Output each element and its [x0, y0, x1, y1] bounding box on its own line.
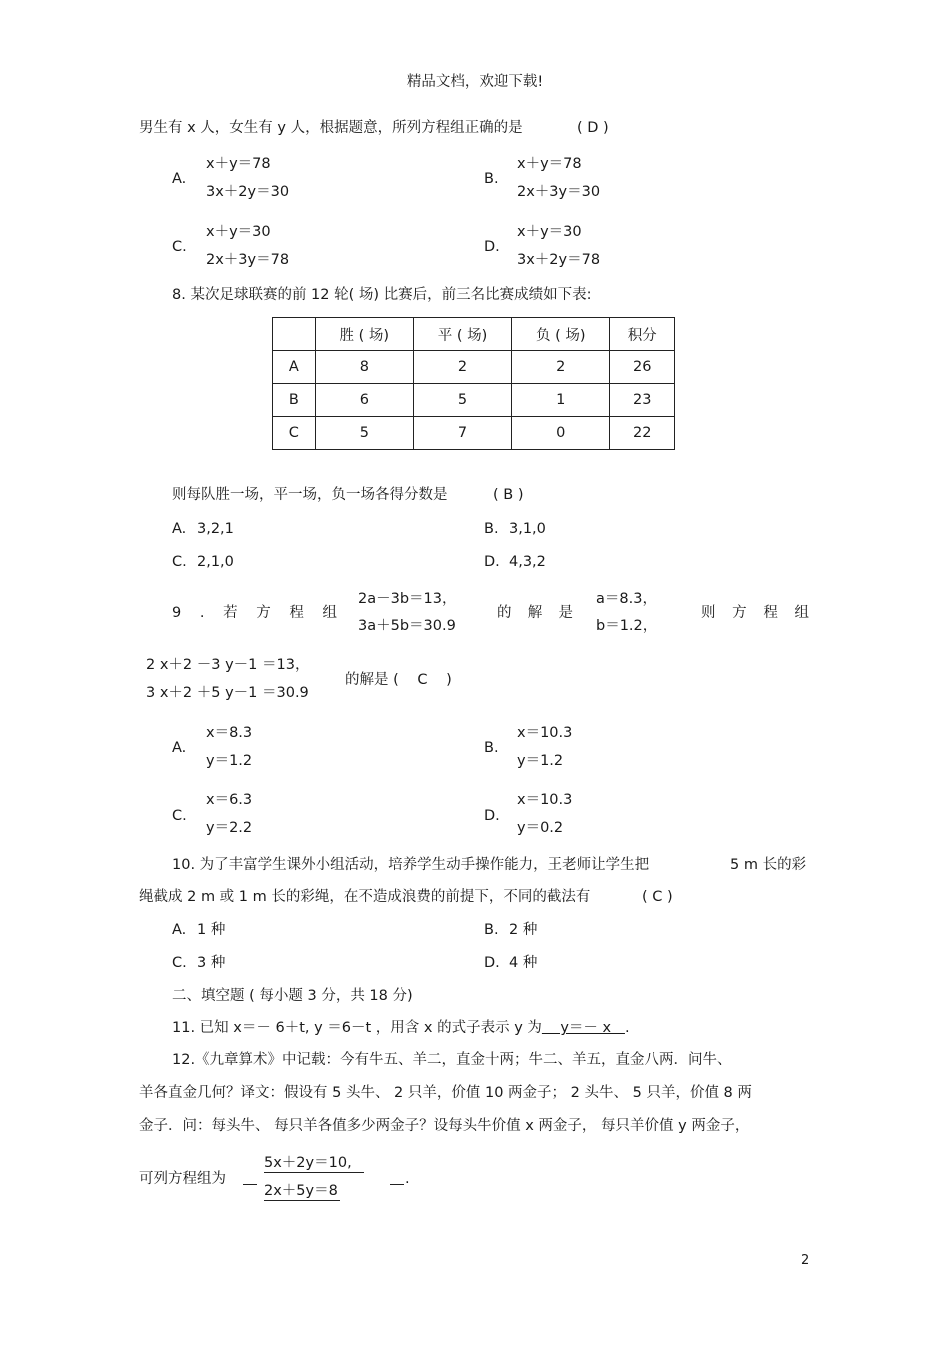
- q7-option-c-line2: 2x＋3y＝78: [206, 252, 290, 268]
- q10-option-b-label: B.: [484, 922, 499, 938]
- q9-stem-middle: [497, 603, 573, 623]
- page-number: 2: [801, 1253, 810, 1268]
- q10-option-c-label: C.: [172, 955, 187, 971]
- q9-number: 9: [172, 605, 182, 621]
- q9-word-zu2: 组: [794, 605, 809, 621]
- table-header-row: [273, 318, 675, 351]
- q7-option-b-label: B.: [484, 171, 499, 187]
- q12-line2: 羊各直金几何？译文：假设有 5 头牛、 2 只羊，价值 10 两金子； 2 头牛、 5 只羊，价值 8 两: [139, 1085, 752, 1101]
- q9-word-de: 的: [497, 605, 512, 621]
- q9-system1-line1: 2a－3b＝13，: [358, 591, 457, 607]
- q9-option-d-line1: x＝10.3: [517, 792, 573, 808]
- table-cell: 1: [512, 384, 610, 417]
- q10-option-a-label: A.: [172, 922, 187, 938]
- table-cell: 8: [315, 351, 413, 384]
- q12-line3: 金子．问：每头牛、 每只羊各值多少两金子？设每头牛价值 x 两金子， 每只羊价值 y 两金子，: [139, 1118, 750, 1134]
- q8-option-d-text: 4,3,2: [509, 554, 546, 570]
- table-cell: 6: [315, 384, 413, 417]
- q8-option-b-text: 3,1,0: [509, 521, 546, 537]
- q10-line1-end: 5 m 长的彩: [730, 857, 807, 873]
- q12-blank-left: [243, 1184, 257, 1185]
- q10-option-d-label: D.: [484, 955, 500, 971]
- q9-option-b-line1: x＝10.3: [517, 725, 573, 741]
- q11-answer: y＝－ x: [541, 1020, 625, 1036]
- table-row: [273, 351, 675, 384]
- table-cell: 5: [413, 384, 511, 417]
- q9-close: ): [446, 672, 452, 688]
- q7-option-a-line2: 3x＋2y＝30: [206, 184, 290, 200]
- q10-option-d-text: 4 种: [509, 955, 538, 971]
- q8-stem: 8. 某次足球联赛的前 12 轮( 场) 比赛后，前三名比赛成绩如下表:: [172, 287, 592, 303]
- q9-word-fang: 方: [256, 605, 271, 621]
- table-cell: 2: [512, 351, 610, 384]
- table-cell: 5: [315, 417, 413, 450]
- q9-system2-line1: 2 x＋2 －3 y－1 ＝13，: [146, 657, 310, 673]
- q12-answer-line2: 2x＋5y＝8: [264, 1183, 338, 1199]
- q7-option-b-line2: 2x＋3y＝30: [517, 184, 601, 200]
- table-cell: A: [273, 351, 316, 384]
- table-row: [273, 384, 675, 417]
- table-header-cell: 积分: [610, 318, 675, 351]
- q9-word-cheng: 程: [289, 605, 304, 621]
- q12-line4: 可列方程组为: [139, 1171, 226, 1187]
- q7-option-c-line1: x＋y＝30: [206, 224, 271, 240]
- q9-word-fang2: 方: [732, 605, 747, 621]
- q9-option-d-line2: y＝0.2: [517, 820, 564, 836]
- table-cell: 23: [610, 384, 675, 417]
- q10-line2: 绳截成 2 m 或 1 m 长的彩绳，在不造成浪费的前提下，不同的截法有: [139, 889, 591, 905]
- q7-option-a-label: A.: [172, 171, 187, 187]
- table-cell: B: [273, 384, 316, 417]
- q10-answer: ( C ): [642, 889, 673, 905]
- q9-word-ze: 则: [701, 605, 716, 621]
- q9-stem-start: [172, 603, 337, 623]
- q9-word-zu: 组: [322, 605, 337, 621]
- table-header-cell: 胜 ( 场): [315, 318, 413, 351]
- q10-option-b-text: 2 种: [509, 922, 538, 938]
- q9-word-jie: 解: [527, 605, 543, 621]
- q11-end: .: [624, 1020, 630, 1036]
- q11-text: [172, 1018, 630, 1038]
- q8-option-d-label: D.: [484, 554, 500, 570]
- q9-solution-line2: b＝1.2，: [596, 618, 658, 634]
- q8-option-c-text: 2,1,0: [197, 554, 234, 570]
- q9-tail-text: 的解是 (: [345, 672, 399, 688]
- q9-option-a-line1: x＝8.3: [206, 725, 253, 741]
- q9-option-a-line2: y＝1.2: [206, 753, 253, 769]
- q9-system2-line2: 3 x＋2 ＋5 y－1 ＝30.9: [146, 685, 309, 701]
- standings-table: [272, 317, 675, 450]
- table-cell: C: [273, 417, 316, 450]
- q9-option-b-label: B.: [484, 740, 499, 756]
- q7-option-d-label: D.: [484, 239, 500, 255]
- table-header-cell: 负 ( 场): [512, 318, 610, 351]
- q7-option-d-line1: x＋y＝30: [517, 224, 582, 240]
- section-title: 二、填空题 ( 每小题 3 分，共 18 分): [172, 988, 413, 1004]
- q10-option-a-text: 1 种: [197, 922, 226, 938]
- q9-option-b-line2: y＝1.2: [517, 753, 564, 769]
- table-cell: 0: [512, 417, 610, 450]
- q12-line1: 12.《九章算术》中记载：今有牛五、羊二，直金十两；牛二、羊五，直金八两．问牛、: [172, 1052, 732, 1068]
- q7-option-d-line2: 3x＋2y＝78: [517, 252, 601, 268]
- q9-option-a-label: A.: [172, 740, 187, 756]
- q7-option-a-line1: x＋y＝78: [206, 156, 271, 172]
- q9-dot: .: [199, 605, 205, 621]
- q12-answer-line1: 5x＋2y＝10,: [264, 1155, 352, 1171]
- q12-blank-right: [390, 1184, 404, 1185]
- q9-option-c-line2: y＝2.2: [206, 820, 253, 836]
- table-cell: 2: [413, 351, 511, 384]
- q10-option-c-text: 3 种: [197, 955, 226, 971]
- table-header-cell: 平 ( 场): [413, 318, 511, 351]
- q9-option-d-label: D.: [484, 808, 500, 824]
- q8-option-c-label: C.: [172, 554, 187, 570]
- q9-stem-end: [701, 603, 809, 623]
- q10-line1: 10. 为了丰富学生课外小组活动，培养学生动手操作能力，王老师让学生把: [172, 857, 650, 873]
- q12-answer-underline2: [264, 1200, 340, 1201]
- page-header: 精品文档，欢迎下载!: [406, 74, 544, 90]
- q7-stem: 男生有 x 人，女生有 y 人，根据题意，所列方程组正确的是: [139, 120, 523, 136]
- table-cell: 22: [610, 417, 675, 450]
- q9-solution-line1: a＝8.3，: [596, 591, 657, 607]
- q9-answer: C: [417, 672, 428, 688]
- q9-word-shi: 是: [558, 605, 573, 621]
- q9-option-c-label: C.: [172, 808, 187, 824]
- q9-word-ruo: 若: [223, 605, 238, 621]
- q8-option-a-label: A.: [172, 521, 187, 537]
- q9-system1-line2: 3a＋5b＝30.9: [358, 618, 456, 634]
- table-cell: 7: [413, 417, 511, 450]
- q8-answer: ( B ): [493, 487, 524, 503]
- q7-answer: ( D ): [577, 120, 609, 136]
- q12-answer-underline1: [264, 1172, 364, 1173]
- table-row: [273, 417, 675, 450]
- q9-tail: [345, 670, 452, 690]
- q8-question: 则每队胜一场，平一场，负一场各得分数是: [172, 487, 448, 503]
- q9-option-c-line1: x＝6.3: [206, 792, 253, 808]
- q8-option-a-text: 3,2,1: [197, 521, 234, 537]
- q7-option-c-label: C.: [172, 239, 187, 255]
- q7-option-b-line1: x＋y＝78: [517, 156, 582, 172]
- q11-stem: 11. 已知 x＝－ 6＋t, y ＝6－t ，用含 x 的式子表示 y 为: [172, 1020, 542, 1036]
- q9-word-cheng2: 程: [763, 605, 778, 621]
- table-header-cell: [273, 318, 316, 351]
- table-cell: 26: [610, 351, 675, 384]
- q12-end: .: [405, 1171, 410, 1187]
- q8-option-b-label: B.: [484, 521, 499, 537]
